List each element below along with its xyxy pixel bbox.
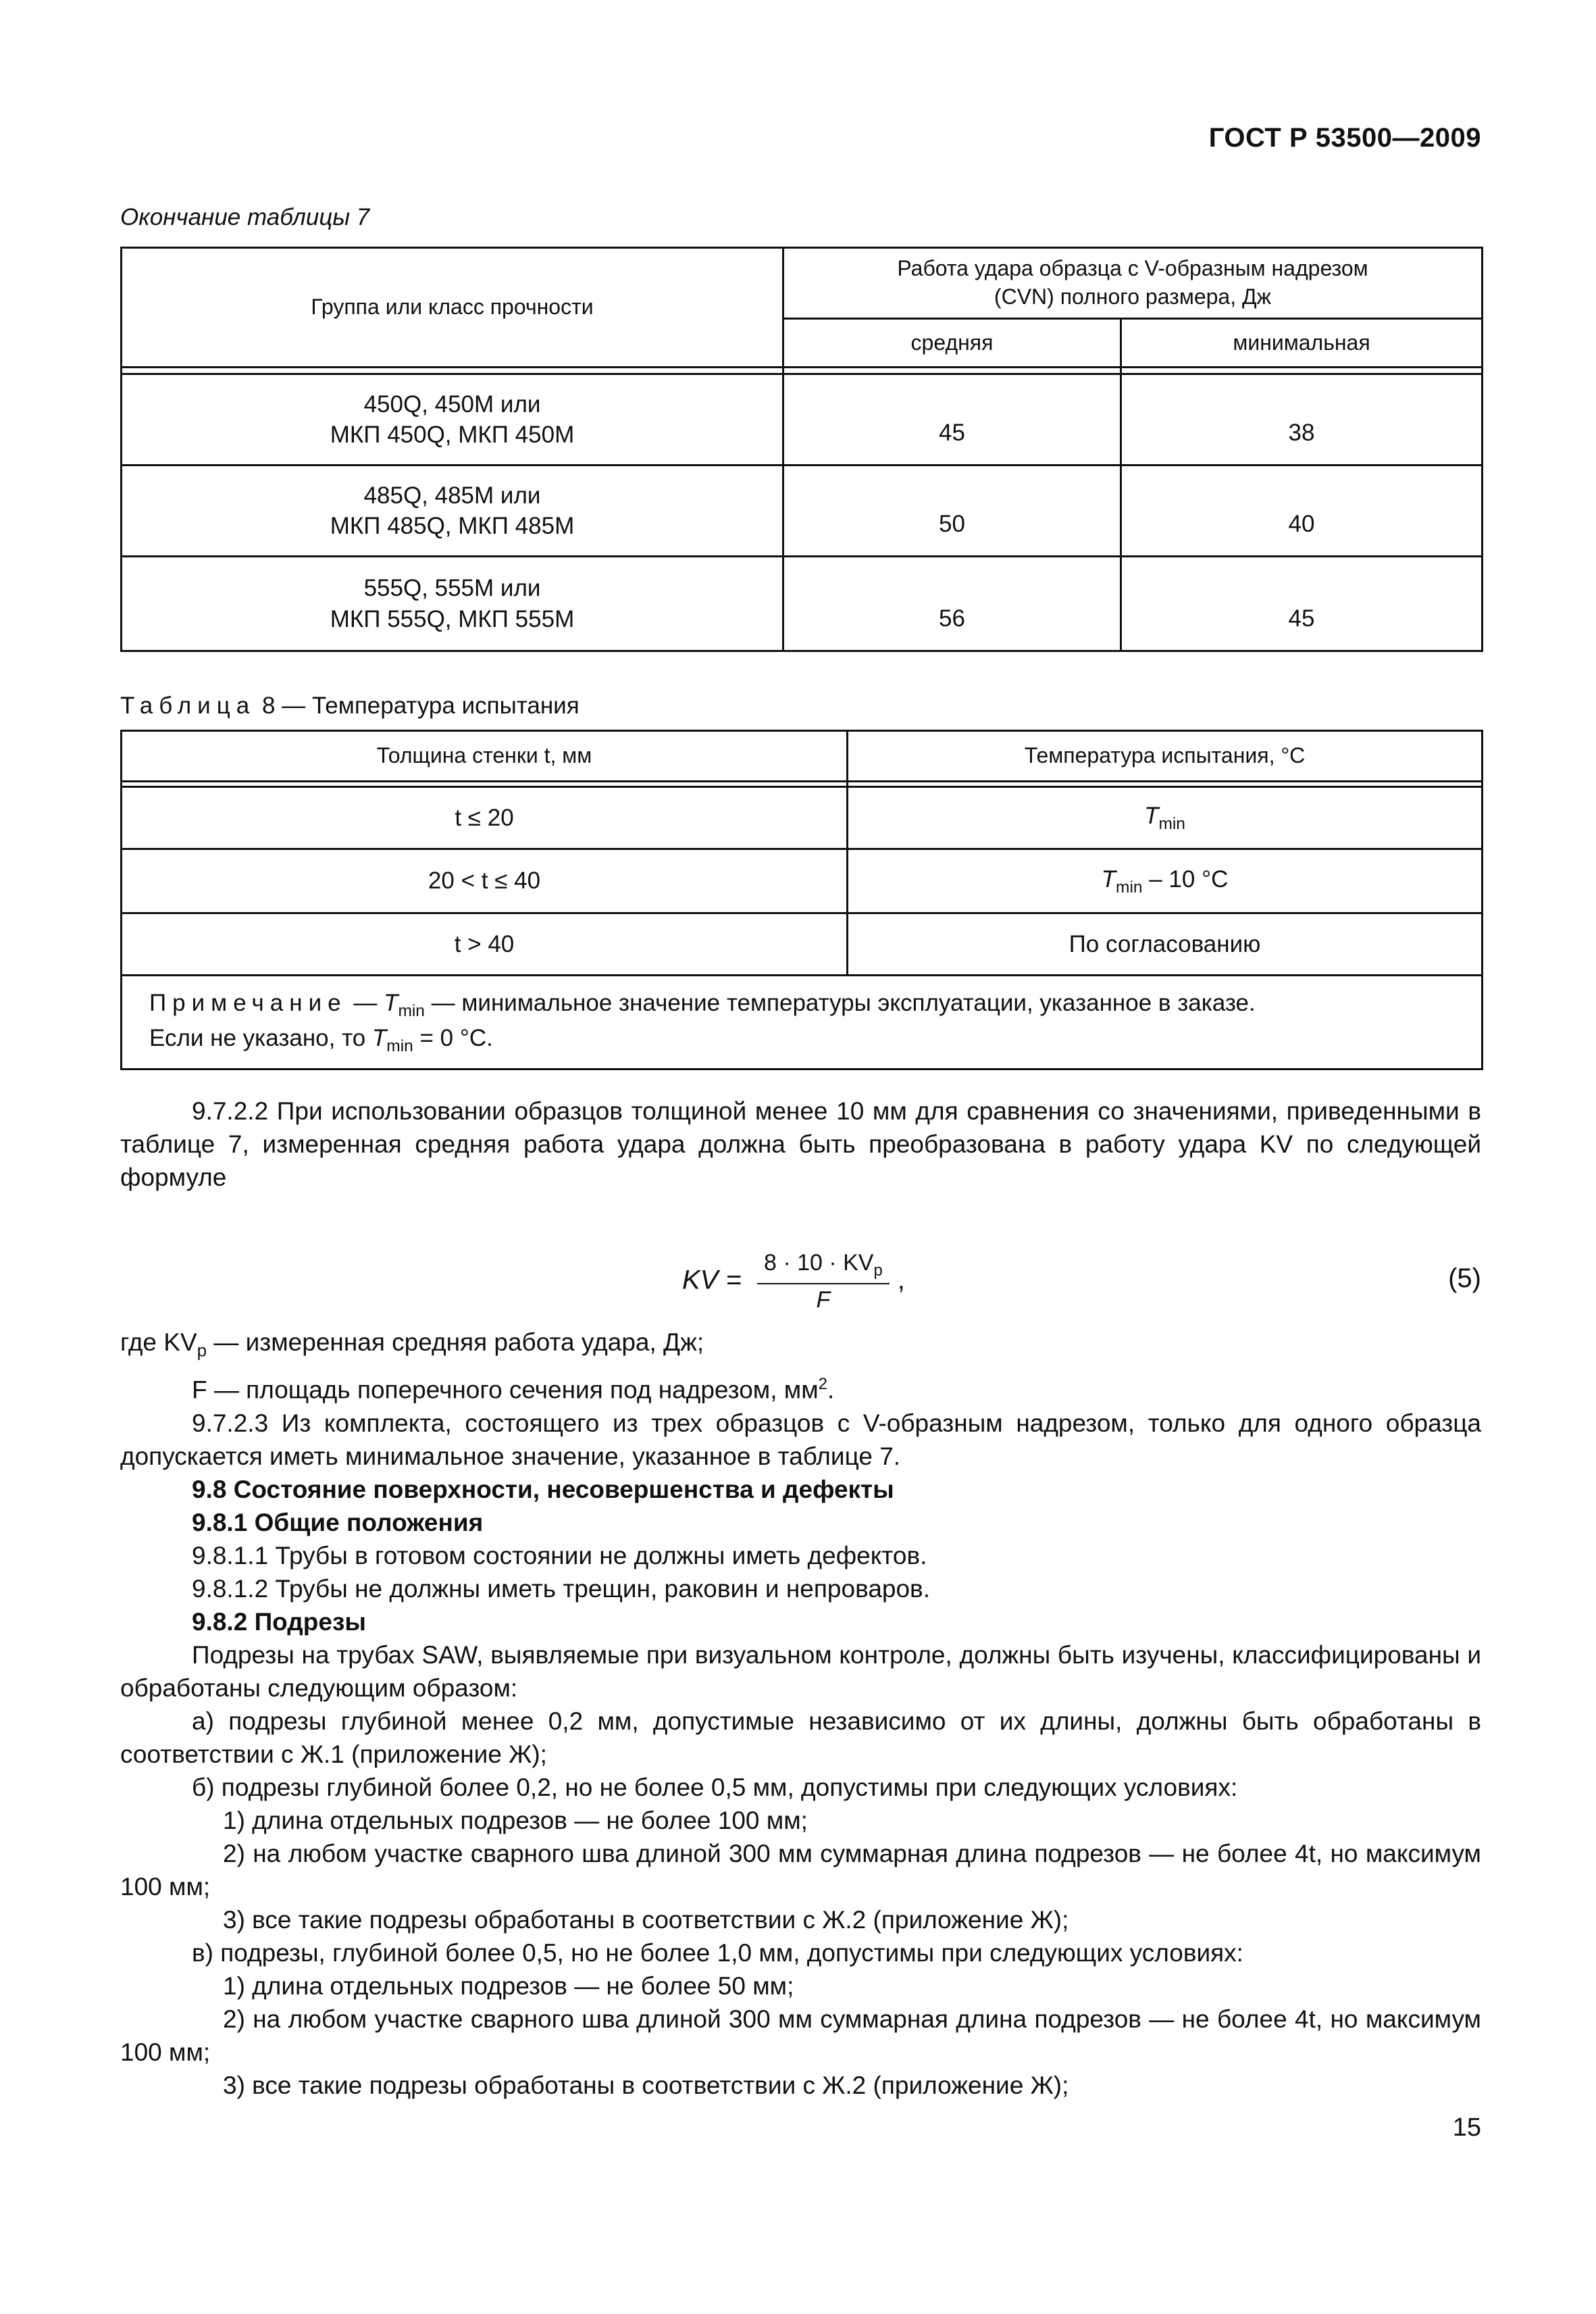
formula-5: KV = $\frac{8 \cdot 10 \cdot KV_p}{F}$ , xyxy=(682,1250,905,1313)
t7-header-work: Работа удара образца с V-образным надрезом (CVN) полного размера, Дж xyxy=(783,248,1483,319)
item-a: а) подрезы глубиной менее 0,2 мм, допустимые независимо от их длины, должны быть обработаны в соответствии с Ж.1 (приложение Ж); xyxy=(120,1707,1481,1768)
paragraph-9-8-2: Подрезы на трубах SAW, выявляемые при визуальном контроле, должны быть изучены, классифицированы и обработаны следующим образом: xyxy=(120,1640,1481,1702)
t7-min-cell: 40 xyxy=(1121,466,1483,557)
table8-caption: Таблица 8 — Температура испытания xyxy=(120,693,580,719)
t8-temp-cell: $T_{min} - 10$ °С xyxy=(848,849,1483,913)
body-text xyxy=(120,1326,1481,2102)
t8-temp-cell: По согласованию xyxy=(848,913,1483,976)
t7-min-cell: 45 xyxy=(1121,557,1483,651)
item-v: в) подрезы, глубиной более 0,5, но не более 1,0 мм, допустимы при следующих условиях: xyxy=(192,1938,1243,1967)
t7-avg-cell: 45 xyxy=(783,374,1121,466)
item-v-1: 1) длина отдельных подрезов — не более 50 мм; xyxy=(223,1971,794,2000)
item-b: б) подрезы глубиной более 0,2, но не более 0,5 мм, допустимы при следующих условиях: xyxy=(192,1773,1238,1801)
t7-group-cell: 555Q, 555M или МКП 555Q, МКП 555M xyxy=(122,557,783,651)
document-id: ГОСТ Р 53500—2009 xyxy=(1208,123,1481,153)
t7-group-cell: 485Q, 485M или МКП 485Q, МКП 485M xyxy=(122,466,783,557)
t7-group-cell: 450Q, 450M или МКП 450Q, МКП 450M xyxy=(122,374,783,466)
t7-header-min: минимальная xyxy=(1121,319,1483,368)
item-v-2: 2) на любом участке сварного шва длиной 300 мм суммарная длина подрезов — не более 4t, но максимум 100 мм; xyxy=(120,2005,1481,2066)
item-b-1: 1) длина отдельных подрезов — не более 100 мм; xyxy=(223,1806,808,1834)
table-row xyxy=(122,374,1483,466)
item-b-2: 2) на любом участке сварного шва длиной 300 мм суммарная длина подрезов — не более 4t, но максимум 100 мм; xyxy=(120,1839,1481,1901)
paragraph-9-8-1-2: 9.8.1.2 Трубы не должны иметь трещин, раковин и непроваров. xyxy=(192,1574,930,1603)
table-row xyxy=(122,787,1483,849)
t7-header-group: Группа или класс прочности xyxy=(122,248,783,368)
t8-note: Примечание — $T_{min}$ — минимальное значение температуры эксплуатации, указанное в заказе. Если не указано, то $T_{min} = 0$ °С. xyxy=(122,976,1483,1070)
table-row xyxy=(122,849,1483,913)
table-7 xyxy=(120,247,1483,652)
formula-number: (5) xyxy=(1448,1263,1481,1293)
where-kvp: где $KV_p$ — измеренная средняя работа удара, Дж; xyxy=(120,1328,704,1361)
where-f: F — площадь поперечного сечения под надрезом, $мм^2$. xyxy=(192,1375,835,1404)
t8-thickness-cell: t ≤ 20 xyxy=(122,787,848,849)
t7-avg-cell: 56 xyxy=(783,557,1121,651)
table-row xyxy=(122,557,1483,651)
heading-9-8-2: 9.8.2 Подрезы xyxy=(192,1607,366,1636)
t7-min-cell: 38 xyxy=(1121,374,1483,466)
t7-avg-cell: 50 xyxy=(783,466,1121,557)
table-row xyxy=(122,913,1483,976)
item-v-3: 3) все такие подрезы обработаны в соответствии с Ж.2 (приложение Ж); xyxy=(223,2071,1069,2099)
paragraph-9-8-1-1: 9.8.1.1 Трубы в готовом состоянии не должны иметь дефектов. xyxy=(192,1541,927,1569)
table7-caption: Окончание таблицы 7 xyxy=(120,204,370,230)
page-number: 15 xyxy=(1452,2113,1481,2142)
t8-header-temp: Температура испытания, °С xyxy=(848,731,1483,782)
paragraph-9-7-2-2: 9.7.2.2 При использовании образцов толщиной менее 10 мм для сравнения со значениями, приведенными в таблице 7, измеренная средняя работа удара должна быть преобразована в работу удара KV по следующей формуле xyxy=(120,1097,1481,1191)
heading-9-8: 9.8 Состояние поверхности, несовершенства и дефекты xyxy=(192,1475,894,1503)
heading-9-8-1: 9.8.1 Общие положения xyxy=(192,1508,484,1536)
table-row xyxy=(122,466,1483,557)
t8-thickness-cell: 20 < t ≤ 40 xyxy=(122,849,848,913)
t8-thickness-cell: t > 40 xyxy=(122,913,848,976)
t7-header-avg: средняя xyxy=(783,319,1121,368)
t8-temp-cell: $T_{min}$ xyxy=(848,787,1483,849)
item-b-3: 3) все такие подрезы обработаны в соответствии с Ж.2 (приложение Ж); xyxy=(223,1905,1069,1934)
t8-header-thickness: Толщина стенки t, мм xyxy=(122,731,848,782)
table-8 xyxy=(120,730,1483,1070)
paragraph-9-7-2-3: 9.7.2.3 Из комплекта, состоящего из трех образцов с V-образным надрезом, только для одного образца допускается иметь минимальное значение, указанное в таблице 7. xyxy=(120,1409,1481,1470)
